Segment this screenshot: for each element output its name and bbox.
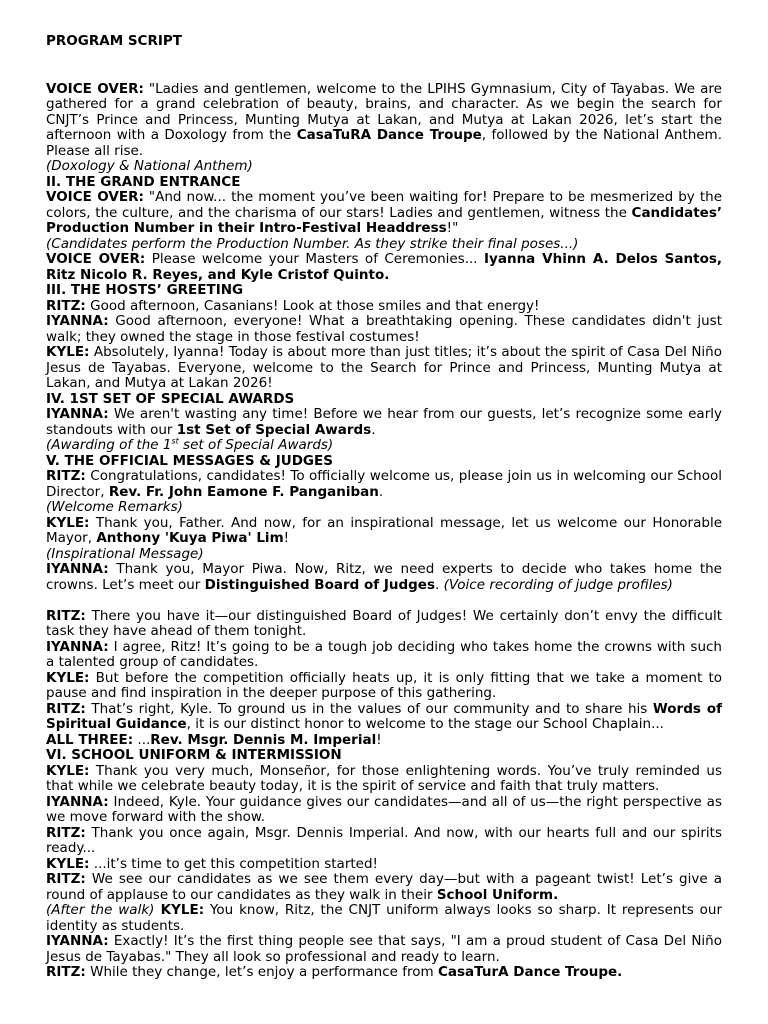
script-line-kyle: KYLE: Thank you very much, Monseñor, for those enlightening words. You’ve truly reminded us that while we celebrate beauty today, it is the spirit of service and faith that truly matters.: [46, 762, 722, 794]
stage-direction: (Inspirational Message): [46, 545, 204, 562]
stage-direction: (Awarding of the 1st set of Special Awards): [46, 436, 334, 453]
speaker-label: KYLE:: [46, 855, 90, 872]
stage-direction: (Welcome Remarks): [46, 499, 183, 515]
speaker-label: IYANNA:: [46, 793, 109, 810]
script-line-kyle: KYLE: Absolutely, Iyanna! Today is about more than just titles; it’s about the spirit of Casa Del Niño Jesus de Tayabas. Everyone, welcome to the Search for Prince and Princess, Munting Mutya at Lakan, and Mutya at Lakan 2026!: [46, 344, 722, 391]
stage-direction-inline: (Voice recording of judge profiles): [443, 576, 673, 593]
speaker-label: KYLE:: [46, 344, 90, 360]
speaker-label: RITZ:: [46, 871, 86, 887]
script-line-voice-over-hosts: VOICE OVER: Please welcome your Masters of Ceremonies... Iyanna Vhinn A. Delos Santos, Ritz Nicolo R. Reyes, and Kyle Cristof Quinto.: [46, 251, 723, 283]
speaker-label: ALL THREE:: [46, 731, 134, 748]
speaker-label: IYANNA:: [46, 561, 109, 577]
script-line-iyanna: IYANNA: I agree, Ritz! It’s going to be a tough job deciding who takes home the crowns with such a talented group of candidates.: [46, 638, 722, 670]
script-line-iyanna: IYANNA: Indeed, Kyle. Your guidance gives our candidates—and all of us—the right perspective as we move forward with the show.: [46, 793, 722, 825]
script-line-voice-over-entrance: VOICE OVER: "And now... the moment you’ve been waiting for! Prepare to be mesmerized by the colors, the culture, and the charisma of our stars! Ladies and gentlemen, witness the Candidates’ Production Number in their Intro-Festival Headdress!": [46, 189, 722, 236]
speaker-label: RITZ:: [46, 607, 86, 624]
speaker-label: KYLE:: [154, 902, 205, 918]
stage-direction-inline: (After the walk): [46, 902, 155, 918]
speaker-label: KYLE:: [46, 669, 90, 686]
script-line-ritz: RITZ: While they change, let’s enjoy a performance from CasaTurA Dance Troupe.: [46, 964, 623, 980]
speaker-label: RITZ:: [46, 964, 86, 980]
speaker-label: IYANNA:: [46, 933, 109, 949]
script-line-iyanna: IYANNA: Thank you, Mayor Piwa. Now, Ritz, we need experts to decide who takes home the crowns. Let’s meet our Distinguished Board of Judges. (Voice recording of judge profiles): [46, 561, 722, 593]
script-line-kyle: KYLE: Thank you, Father. And now, for an inspirational message, let us welcome our Honorable Mayor, Anthony 'Kuya Piwa' Lim!: [46, 514, 722, 546]
script-line-kyle: KYLE: But before the competition officially heats up, it is only fitting that we take a moment to pause and find inspiration in the deeper purpose of this gathering.: [46, 669, 722, 701]
script-line-ritz: RITZ: Thank you once again, Msgr. Dennis Imperial. And now, with our hearts full and our spirits ready...: [46, 824, 722, 856]
speaker-label: RITZ:: [46, 700, 86, 717]
speaker-label: KYLE:: [46, 514, 90, 531]
stage-direction: (Doxology & National Anthem): [46, 158, 253, 174]
script-line-all-three: ALL THREE: ...Rev. Msgr. Dennis M. Imperial!: [46, 731, 382, 748]
speaker-label: IYANNA:: [46, 406, 109, 422]
section-heading: III. THE HOSTS’ GREETING: [46, 282, 244, 298]
script-line-kyle: KYLE: ...it’s time to get this competition started!: [46, 855, 378, 872]
script-line-iyanna: IYANNA: Good afternoon, everyone! What a breathtaking opening. These candidates didn't just walk; they owned the stage in those festival costumes!: [46, 313, 722, 345]
script-line-ritz: RITZ: We see our candidates as we see them every day—but with a pageant twist! Let’s give a round of applause to our candidates as they walk in their School Uniform.: [46, 871, 722, 903]
section-heading: VI. SCHOOL UNIFORM & INTERMISSION: [46, 747, 342, 763]
speaker-label: RITZ:: [46, 468, 86, 484]
speaker-label: RITZ:: [46, 824, 86, 841]
speaker-label: VOICE OVER:: [46, 189, 144, 205]
script-line-ritz: RITZ: That’s right, Kyle. To ground us in the values of our community and to share his Words of Spiritual Guidance, it is our distinct honor to welcome to the stage our School Chaplain...: [46, 700, 723, 732]
speaker-label: VOICE OVER:: [46, 80, 144, 97]
section-heading: IV. 1ST SET OF SPECIAL AWARDS: [46, 390, 295, 407]
blank-line: [46, 593, 722, 609]
speaker-label: KYLE:: [46, 762, 90, 779]
script-line-iyanna: IYANNA: We aren't wasting any time! Before we hear from our guests, let’s recognize some early standouts with our 1st Set of Special Awards.: [46, 406, 722, 438]
script-line-kyle: (After the walk) KYLE: You know, Ritz, the CNJT uniform always looks so sharp. It represents our identity as students.: [46, 902, 722, 934]
speaker-label: IYANNA:: [46, 638, 109, 655]
stage-direction: (Candidates perform the Production Number. As they strike their final poses...): [46, 235, 579, 252]
script-line-ritz: RITZ: There you have it—our distinguished Board of Judges! We certainly don’t envy the difficult task they have ahead of them tonight.: [46, 607, 722, 639]
document-title: PROGRAM SCRIPT: [46, 33, 182, 49]
speaker-label: IYANNA:: [46, 313, 109, 329]
speaker-label: RITZ:: [46, 297, 86, 314]
script-line-ritz: RITZ: Good afternoon, Casanians! Look at those smiles and that energy!: [46, 297, 540, 314]
section-heading: II. THE GRAND ENTRANCE: [46, 173, 241, 190]
section-heading: V. THE OFFICIAL MESSAGES & JUDGES: [46, 452, 333, 469]
speaker-label: VOICE OVER:: [46, 251, 146, 267]
script-line-iyanna: IYANNA: Exactly! It’s the first thing people see that says, "I am a proud student of Casa Del Niño Jesus de Tayabas." They all look so professional and ready to learn.: [46, 933, 722, 965]
script-line-ritz: RITZ: Congratulations, candidates! To officially welcome us, please join us in welcoming our School Director, Rev. Fr. John Eamone F. Panganiban.: [46, 468, 722, 500]
script-line-voice-over-welcome: VOICE OVER: "Ladies and gentlemen, welcome to the LPIHS Gymnasium, City of Tayabas. We are gathered for a grand celebration of beauty, brains, and character. As we begin the search for CNJT’s Prince and Princess, Munting Mutya at Lakan, and Mutya at Lakan 2026, let’s start the afternoon with a Doxology from the CasaTuRA Dance Troupe, followed by the National Anthem. Please all rise.: [46, 80, 722, 159]
